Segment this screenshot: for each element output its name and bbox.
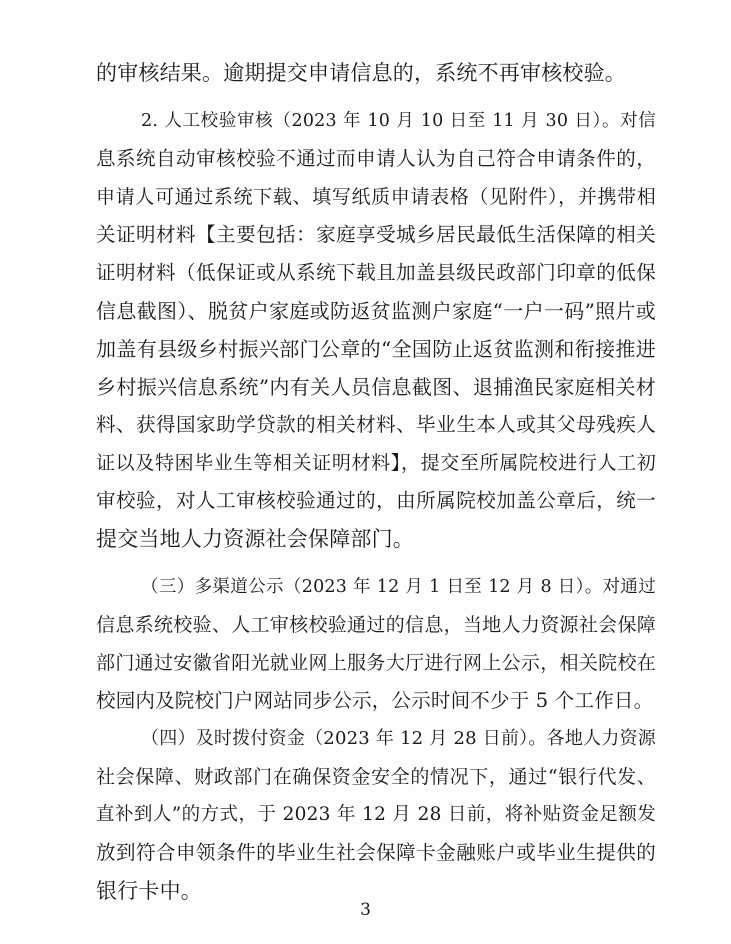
text-line: （四）及时拨付资金（2023 年 12 月 28 日前）。各地人力资源 — [141, 728, 656, 749]
text-line: 的审核结果。逾期提交申请信息的，系统不再审核校验。 — [96, 61, 626, 85]
text-line: 关证明材料【主要包括：家庭享受城乡居民最低生活保障的相关 — [96, 223, 656, 246]
text-line: 息系统自动审核校验不通过而申请人认为自己符合申请条件的， — [96, 147, 656, 170]
text-line: 放到符合申领条件的毕业生社会保障卡金融账户或毕业生提供的 — [96, 841, 656, 864]
text-line: 审校验，对人工审核校验通过的，由所属院校加盖公章后，统一 — [96, 489, 656, 512]
text-line: 料、获得国家助学贷款的相关材料、毕业生本人或其父母残疾人 — [96, 413, 656, 436]
text-line: 校园内及院校门户网站同步公示，公示时间不少于 5 个工作日。 — [96, 689, 654, 712]
text-line: 直补到人”的方式，于 2023 年 12 月 28 日前，将补贴资金足额发 — [96, 804, 656, 825]
text-line: 申请人可通过系统下载、填写纸质申请表格（见附件），并携带相 — [96, 186, 656, 208]
text-line: 证以及特困毕业生等相关证明材料】，提交至所属院校进行人工初 — [96, 452, 656, 474]
text-line: 加盖有县级乡村振兴部门公章的“全国防止返贫监测和衔接推进 — [96, 337, 656, 361]
page-number: 3 — [360, 900, 371, 920]
text-line: 信息系统校验、人工审核校验通过的信息，当地人力资源社会保障 — [96, 614, 656, 636]
text-line: 银行卡中。 — [96, 879, 202, 903]
text-line: 乡村振兴信息系统”内有关人员信息截图、退捕渔民家庭相关材 — [96, 375, 656, 399]
text-line: （三）多渠道公示（2023 年 12 月 1 日至 12 月 8 日）。对通过 — [141, 577, 656, 597]
text-line: 证明材料（低保证或从系统下载且加盖县级民政部门印章的低保 — [96, 261, 656, 284]
text-line: 社会保障、财政部门在确保资金安全的情况下，通过“银行代发、 — [96, 766, 656, 788]
text-line: 部门通过安徽省阳光就业网上服务大厅进行网上公示，相关院校在 — [96, 652, 656, 674]
text-line: 提交当地人力资源社会保障部门。 — [96, 527, 414, 551]
text-line: 信息截图）、脱贫户家庭或防返贫监测户家庭“一户一码”照片或 — [96, 299, 656, 323]
text-line: 2. 人工校验审核（2023 年 10 月 10 日至 11 月 30 日）。对信 — [141, 111, 656, 131]
